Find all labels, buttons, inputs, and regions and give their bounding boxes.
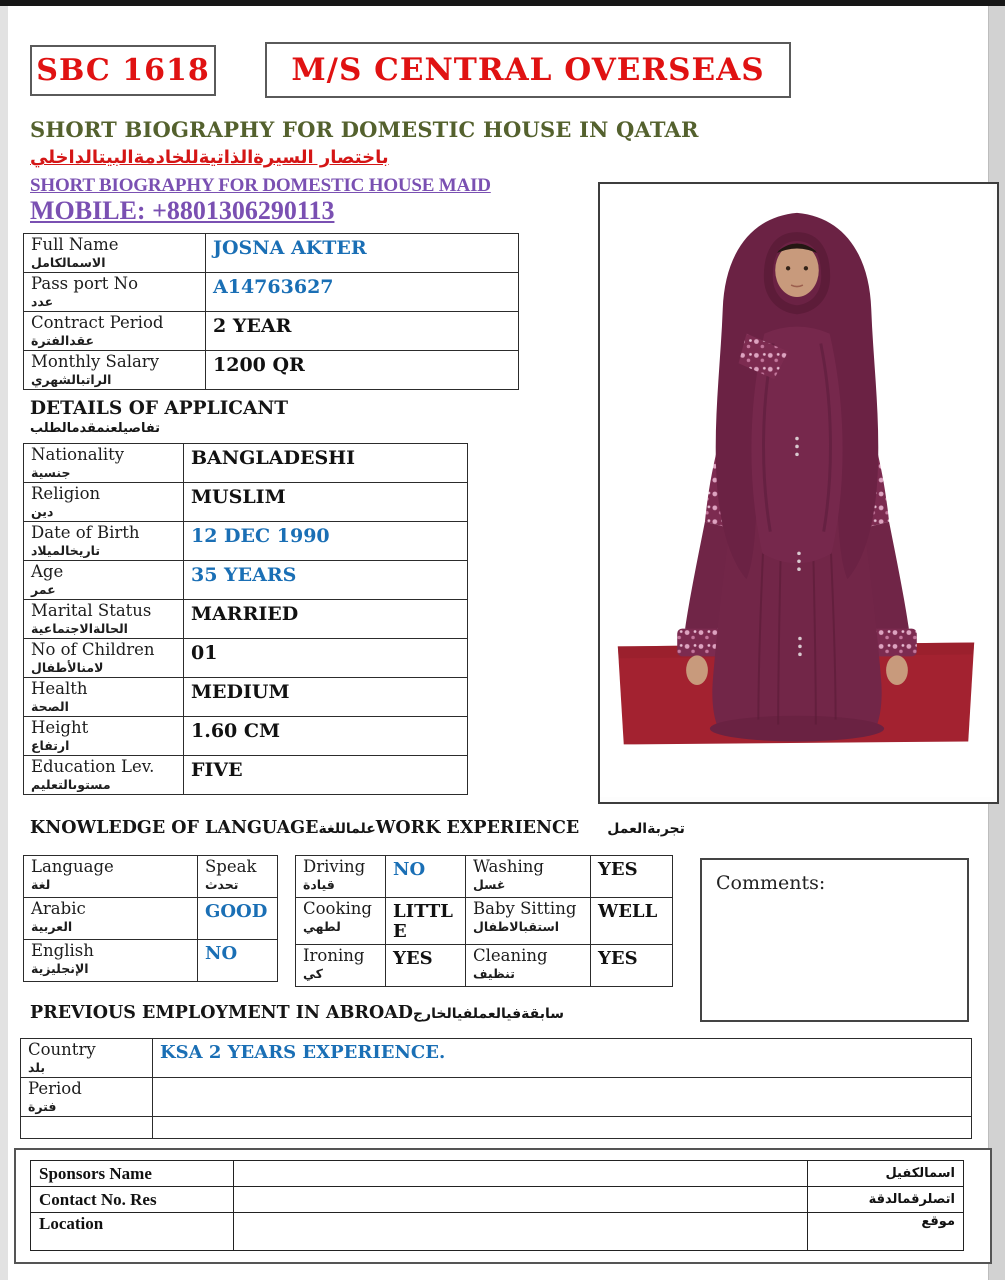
field-value: 35 YEARS (191, 564, 297, 586)
table-row (24, 273, 519, 312)
field-label: Driving (303, 857, 366, 876)
field-value: 01 (191, 642, 218, 664)
table-row (21, 1116, 972, 1138)
table-row (24, 234, 519, 273)
table-row (24, 639, 468, 678)
field-label: Cooking (303, 899, 372, 918)
table-row (296, 898, 673, 945)
field-label: Pass port No (31, 274, 139, 293)
field-value: NO (205, 943, 238, 964)
reference-number: SBC 1618 (36, 53, 210, 88)
previous-employment-heading-arabic: سابقةفيالعملفيالخارج (412, 1006, 565, 1022)
field-label-arabic: جنسية (31, 464, 71, 480)
field-label: Country (28, 1040, 96, 1059)
field-label: Location (39, 1214, 104, 1233)
field-value: YES (598, 947, 638, 969)
field-value: 2 YEAR (213, 315, 292, 337)
field-label: Period (28, 1078, 82, 1098)
field-label-arabic: موقع (921, 1214, 955, 1229)
field-label: Age (31, 562, 64, 581)
field-label-arabic: بلد (28, 1059, 46, 1075)
field-value: LITTLE (393, 901, 453, 942)
field-label-arabic: اتصلرقمالدقة (868, 1192, 955, 1207)
details-heading-arabic: تفاصيلعنمقدمالطلب (30, 421, 161, 436)
applicant-photo-illustration (600, 184, 993, 798)
table-row (24, 522, 468, 561)
table-row (296, 944, 673, 986)
location-blank-cell (234, 1213, 808, 1251)
table-row (24, 312, 519, 351)
field-label: Ironing (303, 945, 365, 965)
agency-name-box (265, 42, 791, 98)
field-label-arabic: ارتفاع (31, 737, 70, 753)
table-row (24, 600, 468, 639)
basic-info-table (23, 233, 519, 390)
field-label-arabic: الإنجليزية (31, 960, 89, 976)
field-value: 1.60 CM (191, 720, 281, 742)
field-label-arabic: الراتبالشهري (31, 371, 112, 387)
field-label: Date of Birth (31, 523, 140, 542)
field-label-arabic: الصحة (31, 698, 69, 714)
field-value: KSA 2 YEARS EXPERIENCE. (160, 1042, 446, 1063)
column-header-arabic: تحدث (205, 876, 239, 892)
field-label-arabic: استقبالاطفال (473, 918, 560, 934)
details-heading: DETAILS OF APPLICANT (30, 398, 288, 419)
table-row (24, 898, 278, 940)
table-row (21, 1039, 972, 1078)
field-label-arabic: غسل (473, 876, 506, 892)
field-label-arabic: فترة (28, 1098, 57, 1114)
language-heading-arabic: علماللغة (318, 821, 376, 837)
field-label: Height (31, 718, 89, 737)
comments-label: Comments: (716, 872, 826, 894)
field-label-arabic: عقدالفترة (31, 332, 94, 348)
field-label: Contract Period (31, 313, 164, 332)
work-experience-table (295, 855, 673, 987)
document-subtitle: SHORT BIOGRAPHY FOR DOMESTIC HOUSE MAID (30, 175, 491, 196)
field-label: Marital Status (31, 601, 152, 620)
table-row (24, 351, 519, 390)
sponsor-name-blank-cell (234, 1161, 808, 1187)
column-header: Speak (205, 857, 257, 876)
field-value: MARRIED (191, 603, 299, 625)
field-label: Contact No. Res (39, 1189, 157, 1209)
column-header-arabic: لغة (31, 876, 51, 892)
column-header: Language (31, 857, 114, 876)
sponsor-table (30, 1160, 964, 1251)
field-value: MUSLIM (191, 486, 286, 508)
field-label: Full Name (31, 235, 119, 254)
field-label: Education Lev. (31, 757, 155, 776)
field-label: English (31, 941, 94, 960)
field-label: Cleaning (473, 945, 548, 965)
previous-employment-heading-row (30, 1003, 564, 1023)
field-value (160, 1119, 964, 1121)
work-heading-arabic: تجربةالعمل (607, 821, 685, 837)
table-row (31, 1187, 964, 1213)
field-value: FIVE (191, 759, 243, 781)
field-value: GOOD (205, 901, 268, 922)
document-title: SHORT BIOGRAPHY FOR DOMESTIC HOUSE IN QATAR (30, 117, 699, 142)
field-label-arabic: دين (31, 503, 54, 519)
field-label-arabic: لامنالأطفال (31, 659, 104, 675)
field-value: MEDIUM (191, 681, 290, 703)
field-label-arabic: الحالةالاجتماعية (31, 620, 128, 636)
field-value: WELL (598, 901, 658, 922)
table-row (24, 856, 278, 898)
field-value: 1200 QR (213, 354, 305, 376)
details-table (23, 443, 468, 795)
table-row (24, 756, 468, 795)
table-row (24, 561, 468, 600)
field-label: Nationality (31, 445, 125, 464)
table-row (24, 717, 468, 756)
field-value (160, 1080, 964, 1082)
table-row (296, 856, 673, 898)
field-label-arabic: الاسمالكامل (31, 254, 106, 270)
previous-employment-table (20, 1038, 972, 1139)
sponsor-section-box (14, 1148, 992, 1264)
field-label: Religion (31, 484, 101, 503)
field-value: YES (598, 859, 638, 880)
agency-name: M/S CENTRAL OVERSEAS (291, 52, 765, 88)
field-label-arabic: عدد (31, 293, 54, 309)
mobile-number: MOBILE: +8801306290113 (30, 196, 335, 225)
field-label-arabic: تنظيف (473, 965, 515, 981)
field-label-arabic: كي (303, 965, 323, 981)
table-row (31, 1213, 964, 1251)
contact-no-blank-cell (234, 1187, 808, 1213)
table-row (24, 444, 468, 483)
field-label-arabic: قيادة (303, 876, 335, 892)
field-label: Sponsors Name (39, 1163, 152, 1183)
field-label-arabic: تاريخالميلاد (31, 542, 101, 558)
field-value: YES (393, 947, 433, 969)
applicant-photo (598, 182, 999, 804)
comments-box (700, 858, 969, 1022)
field-label-arabic: عمر (31, 581, 56, 597)
field-value: 12 DEC 1990 (191, 525, 330, 547)
table-row (24, 940, 278, 982)
field-value: A14763627 (213, 276, 334, 298)
field-label: Baby Sitting (473, 899, 577, 918)
language-table (23, 855, 278, 982)
field-label-arabic: العربية (31, 918, 73, 934)
scan-left-edge (0, 6, 8, 1280)
field-label-arabic: لطهي (303, 918, 341, 934)
field-label: Arabic (31, 899, 86, 918)
field-label-arabic: مستوىالتعليم (31, 776, 111, 792)
skills-heading-row (30, 818, 685, 838)
reference-number-box (30, 45, 216, 96)
language-heading: KNOWLEDGE OF LANGUAGE (30, 818, 319, 838)
field-label: No of Children (31, 640, 155, 659)
work-heading: WORK EXPERIENCE (375, 818, 580, 838)
table-row (31, 1161, 964, 1187)
scan-top-edge (0, 0, 1005, 6)
field-label: Washing (473, 857, 544, 876)
field-label-arabic: اسمالكفيل (885, 1166, 955, 1181)
field-value: BANGLADESHI (191, 447, 356, 469)
field-value: JOSNA AKTER (213, 237, 367, 259)
table-row (24, 483, 468, 522)
document-title-arabic: باختصار السيرةالذاتيةللخادمةالبيتالداخلي (30, 147, 389, 168)
table-row (21, 1077, 972, 1116)
field-label: Health (31, 679, 88, 698)
field-value: NO (393, 859, 426, 880)
field-label: Monthly Salary (31, 352, 160, 371)
previous-employment-heading: PREVIOUS EMPLOYMENT IN ABROAD (30, 1003, 413, 1023)
table-row (24, 678, 468, 717)
